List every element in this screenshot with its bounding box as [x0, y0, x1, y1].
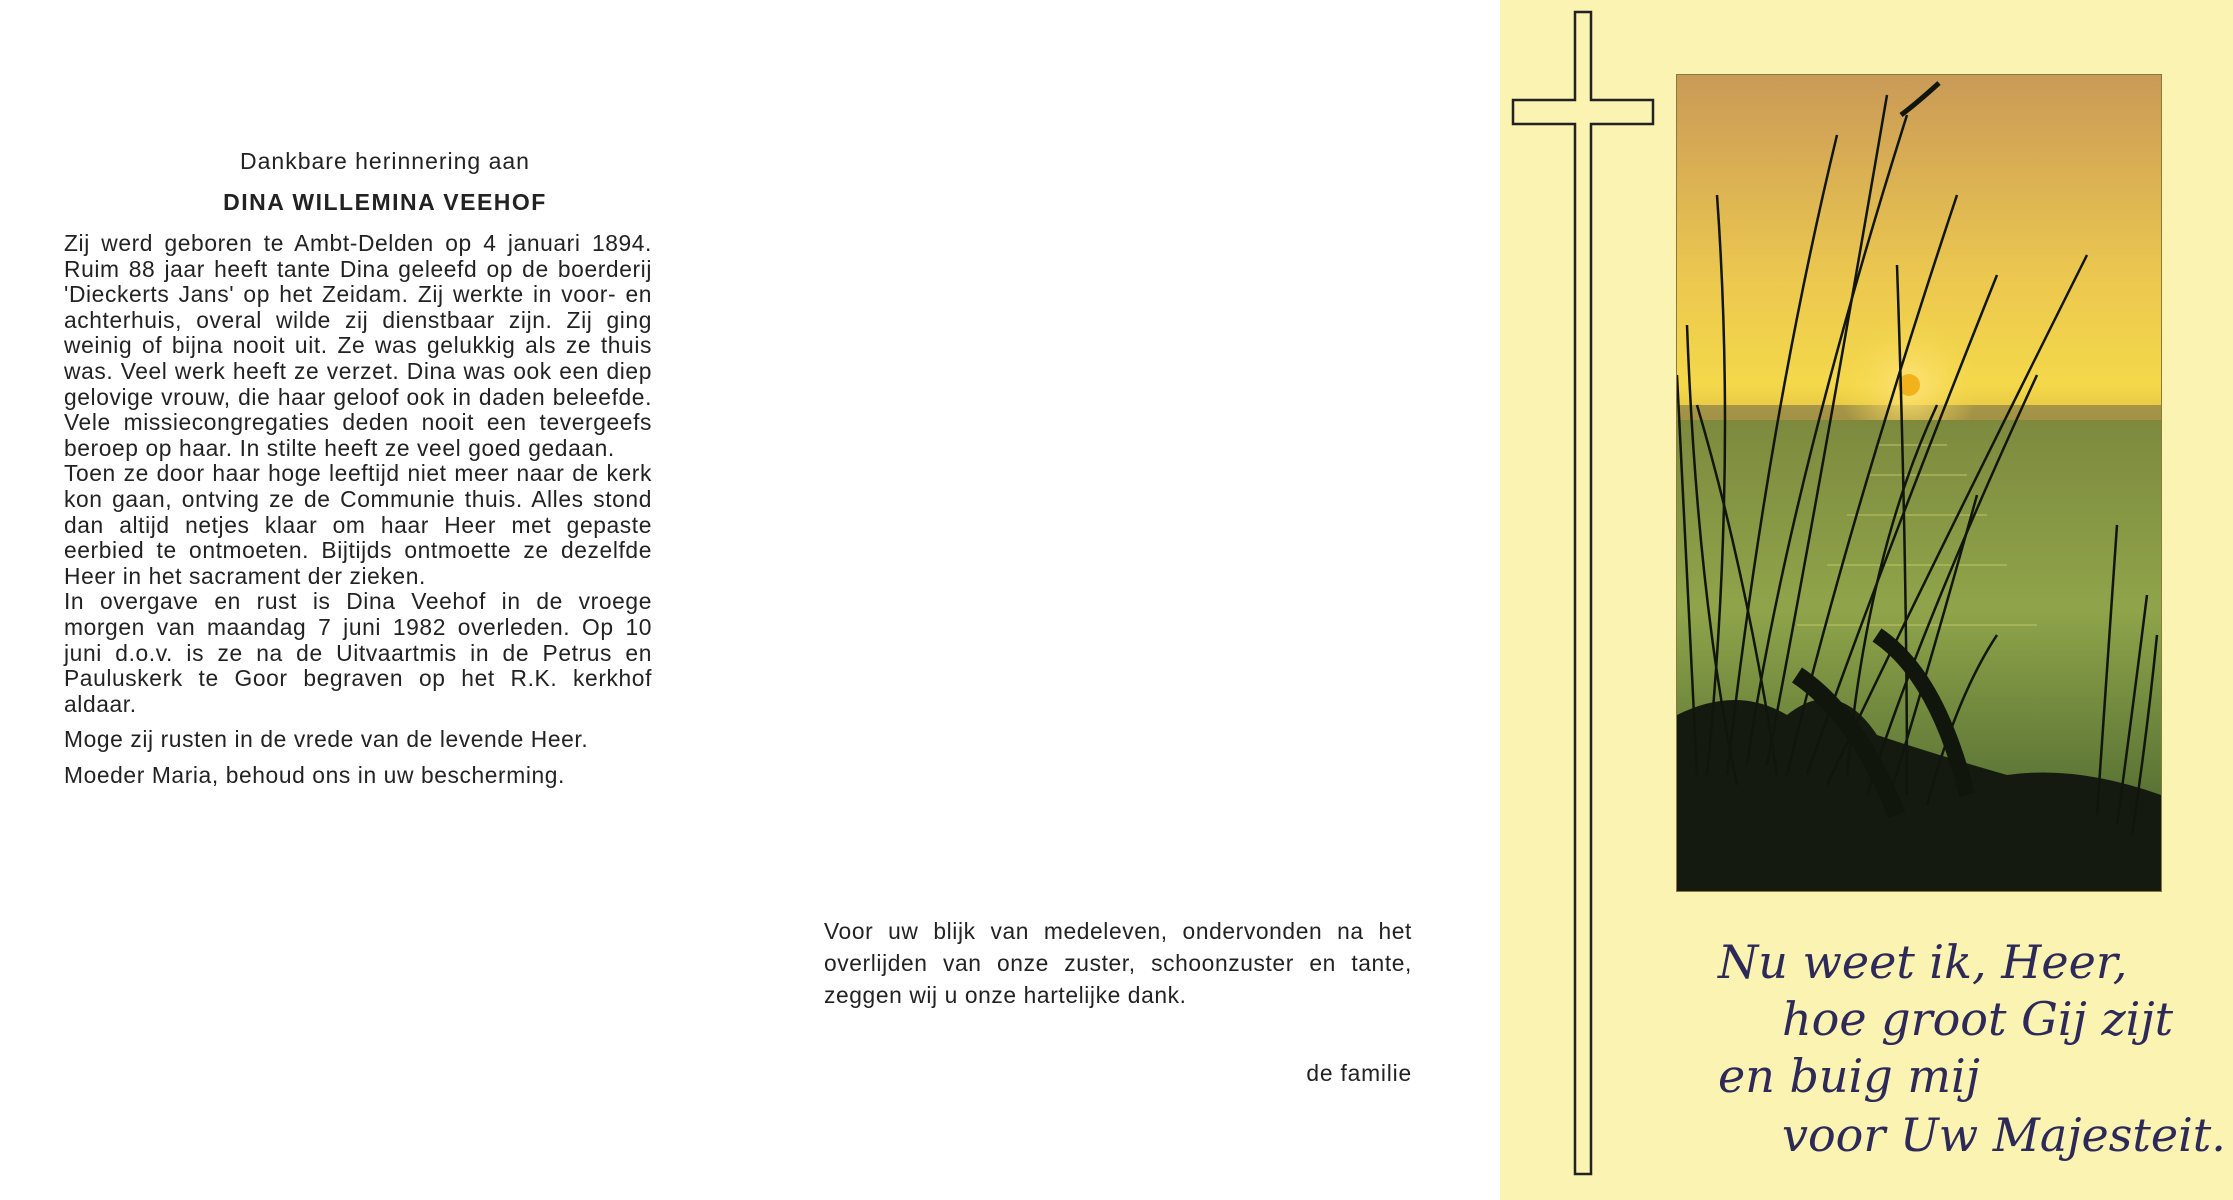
quote-line-4: voor Uw Majesteit. [1782, 1108, 2226, 1162]
prayer-line: Moeder Maria, behoud ons in uw bescherming. [64, 761, 565, 788]
family-signature: de familie [1306, 1060, 1412, 1086]
thank-you-text: Voor uw blijk van medeleven, ondervonden na het overlijden van onze zuster, schoonzuster en tante, zeggen wij u onze hartelijke dank. [824, 918, 1412, 1008]
middle-panel [770, 0, 1500, 1200]
quote-line-1: Nu weet ik, Heer, [1718, 935, 2128, 989]
quote-line-3: en buig mij [1718, 1049, 1980, 1103]
biography-text [64, 231, 652, 788]
quote-line-2: hoe groot Gij zijt [1782, 992, 2174, 1046]
bio-paragraph: Toen ze door haar hoge leeftijd niet meer naar de kerk kon gaan, ontving ze de Communie thuis. Alles stond dan altijd netjes klaar om haar Heer met gepaste eerbied te ontmoeten. Bijtijds ontmoette ze dezelfde Heer in het sacrament der zieken. [64, 460, 652, 589]
bio-paragraph: Zij werd geboren te Ambt-Delden op 4 januari 1894. Ruim 88 jaar heeft tante Dina geleefd op de boerderij 'Dieckerts Jans' op het Zeidam. Zij werkte in voor- en achterhuis, overal wilde zij dienstbaar zijn. Zij ging weinig of bijna nooit uit. Ze was gelukkig als ze thuis was. Veel werk heeft ze verzet. Dina was ook een diep gelovige vrouw, die haar geloof ook in daden beleefde. Vele missiecongregaties deden nooit een tevergeefs beroep op haar. In stilte heeft ze veel goed gedaan. [64, 230, 652, 461]
sunset-reeds-photo [1676, 74, 2162, 892]
bio-paragraph: In overgave en rust is Dina Veehof in de vroege morgen van maandag 7 juni 1982 overleden. Op 10 juni d.o.v. is ze na de Uitvaartmis in de Petrus en Pauluskerk te Goor begraven op het R.K. kerkhof aldaar. [64, 588, 652, 717]
cross-icon [1505, 8, 1665, 1178]
memorial-subtitle: Dankbare herinnering aan [240, 148, 530, 174]
deceased-name: DINA WILLEMINA VEEHOF [223, 189, 547, 215]
prayer-line: Moge zij rusten in de vrede van de levende Heer. [64, 726, 589, 753]
